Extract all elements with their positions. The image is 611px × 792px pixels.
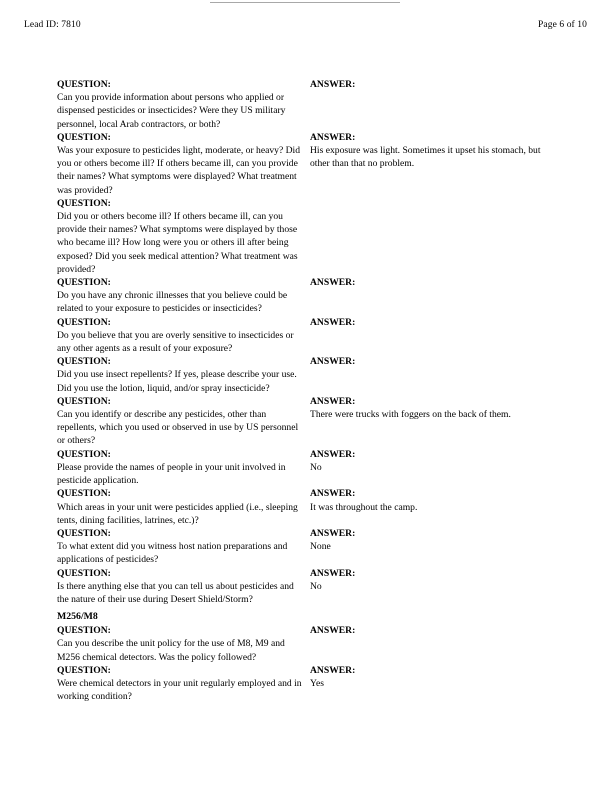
answer-text: Yes (310, 677, 324, 689)
question-column (57, 316, 310, 329)
question-column (57, 329, 310, 355)
answer-column (310, 448, 557, 461)
question-label: QUESTION: (57, 316, 111, 328)
answer-column (310, 677, 557, 690)
answer-text: There were trucks with foggers on the back of them. (310, 409, 511, 421)
question-column (57, 368, 310, 394)
question-column (57, 197, 310, 210)
question-column (57, 408, 310, 448)
qa-row (57, 677, 557, 703)
question-column (57, 210, 310, 276)
qa-row (57, 289, 557, 315)
answer-label: ANSWER: (310, 625, 356, 637)
question-column (57, 144, 310, 197)
qa-row (57, 580, 557, 606)
answer-label: ANSWER: (310, 316, 356, 328)
question-column (57, 395, 310, 408)
qa-row (57, 276, 557, 289)
answer-label: ANSWER: (310, 131, 356, 143)
answer-text: His exposure was light. Sometimes it upset his stomach, but other than that no problem. (310, 145, 541, 170)
top-crop-rule (210, 2, 400, 3)
qa-row (57, 527, 557, 540)
question-text: Were chemical detectors in your unit regularly employed and in working condition? (57, 677, 302, 703)
question-text: Which areas in your unit were pesticides applied (i.e., sleeping tents, dining facilities, latrines, etc.)? (57, 501, 298, 526)
question-column (57, 637, 310, 663)
question-column (57, 78, 310, 91)
answer-label: ANSWER: (310, 448, 356, 460)
question-text: Please provide the names of people in your unit involved in pesticide application. (57, 461, 286, 487)
question-column (57, 540, 310, 566)
qa-row (57, 210, 557, 276)
answer-label: ANSWER: (310, 664, 356, 676)
question-column (57, 131, 310, 144)
question-label: QUESTION: (57, 625, 111, 637)
question-column (57, 487, 310, 500)
answer-label: ANSWER: (310, 567, 356, 579)
question-column (57, 289, 310, 315)
qa-row (57, 408, 557, 448)
question-text: Can you provide information about persons who applied or dispensed pesticides or insecticides? Were they US military personnel, local Arab contractors, or both? (57, 92, 286, 130)
qa-row (57, 144, 557, 197)
answer-text: No (310, 580, 322, 592)
answer-column (310, 567, 557, 580)
qa-row (57, 316, 557, 329)
qa-row (57, 78, 557, 91)
question-text: To what extent did you witness host nation preparations and applications of pesticides? (57, 541, 288, 566)
qa-row (57, 487, 557, 500)
question-text: Do you believe that you are overly sensitive to insecticides or any other agents as a result of your exposure? (57, 329, 294, 355)
page-header (24, 20, 587, 34)
qa-row (57, 395, 557, 408)
answer-column (310, 664, 557, 677)
question-label: QUESTION: (57, 79, 111, 90)
qa-row (57, 368, 557, 394)
question-column (57, 567, 310, 580)
answer-column (310, 580, 557, 593)
question-column (57, 448, 310, 461)
qa-row (57, 329, 557, 355)
answer-label: ANSWER: (310, 356, 356, 368)
question-column (57, 624, 310, 637)
question-text: Can you describe the unit policy for the use of M8, M9 and M256 chemical detectors. Was the policy followed? (57, 638, 285, 663)
question-column (57, 355, 310, 368)
question-text: Was your exposure to pesticides light, moderate, or heavy? Did you or others become ill? If others became ill, can you provide their names? What symptoms were displayed? What treatment was provided? (57, 145, 301, 196)
page-number: Page 6 of 10 (538, 20, 587, 30)
qa-content (57, 78, 557, 703)
answer-column (310, 408, 557, 421)
answer-column (310, 276, 557, 289)
answer-column (310, 78, 557, 91)
question-label: QUESTION: (57, 567, 111, 579)
qa-row (57, 448, 557, 461)
question-label: QUESTION: (57, 131, 111, 143)
question-text: Do you have any chronic illnesses that you believe could be related to your exposure to pesticides or insecticides? (57, 290, 288, 315)
answer-label: ANSWER: (310, 277, 356, 289)
answer-column (310, 527, 557, 540)
answer-column (310, 501, 557, 514)
answer-label: ANSWER: (310, 488, 356, 500)
answer-column (310, 487, 557, 500)
answer-column (310, 144, 557, 170)
question-label: QUESTION: (57, 277, 111, 289)
qa-row (57, 461, 557, 487)
qa-row (57, 91, 557, 131)
qa-row (57, 197, 557, 210)
answer-column (310, 395, 557, 408)
question-column (57, 461, 310, 487)
question-text: Can you identify or describe any pesticides, other than repellents, which you used or observed in use by US personnel or others? (57, 409, 299, 447)
answer-text: No (310, 461, 322, 473)
question-column (57, 91, 310, 131)
question-label: QUESTION: (57, 664, 111, 676)
qa-row (57, 131, 557, 144)
question-label: QUESTION: (57, 395, 111, 407)
answer-column (310, 624, 557, 637)
qa-row (57, 624, 557, 637)
question-label: QUESTION: (57, 448, 111, 460)
question-label: QUESTION: (57, 488, 111, 500)
qa-row (57, 501, 557, 527)
answer-text: None (310, 541, 331, 553)
answer-column (310, 461, 557, 474)
question-label: QUESTION: (57, 527, 111, 539)
question-column (57, 276, 310, 289)
question-label: QUESTION: (57, 356, 111, 368)
answer-column (310, 355, 557, 368)
answer-label: ANSWER: (310, 79, 356, 90)
section-heading: M256/M8 (57, 611, 98, 623)
question-label: QUESTION: (57, 197, 111, 209)
question-column (57, 527, 310, 540)
qa-row (57, 355, 557, 368)
answer-text: It was throughout the camp. (310, 501, 418, 513)
question-text: Did you use insect repellents? If yes, please describe your use. Did you use the lotion, liquid, and/or spray insecticide? (57, 369, 297, 394)
lead-id: Lead ID: 7810 (24, 20, 81, 30)
answer-label: ANSWER: (310, 395, 356, 407)
qa-row (57, 637, 557, 663)
qa-row (57, 540, 557, 566)
answer-column (310, 316, 557, 329)
question-column (57, 664, 310, 677)
question-text: Is there anything else that you can tell us about pesticides and the nature of their use during Desert Shield/Storm? (57, 580, 294, 605)
question-column (57, 677, 310, 703)
answer-label: ANSWER: (310, 527, 356, 539)
qa-row (57, 664, 557, 677)
qa-row (57, 567, 557, 580)
question-column (57, 580, 310, 606)
question-text: Did you or others become ill? If others became ill, can you provide their names? What symptoms were displayed by those who became ill? How long were you or others ill after being exposed? Did you seek medical attention? What treatment was provided? (57, 211, 298, 275)
question-column (57, 501, 310, 527)
answer-column (310, 131, 557, 144)
answer-column (310, 540, 557, 553)
